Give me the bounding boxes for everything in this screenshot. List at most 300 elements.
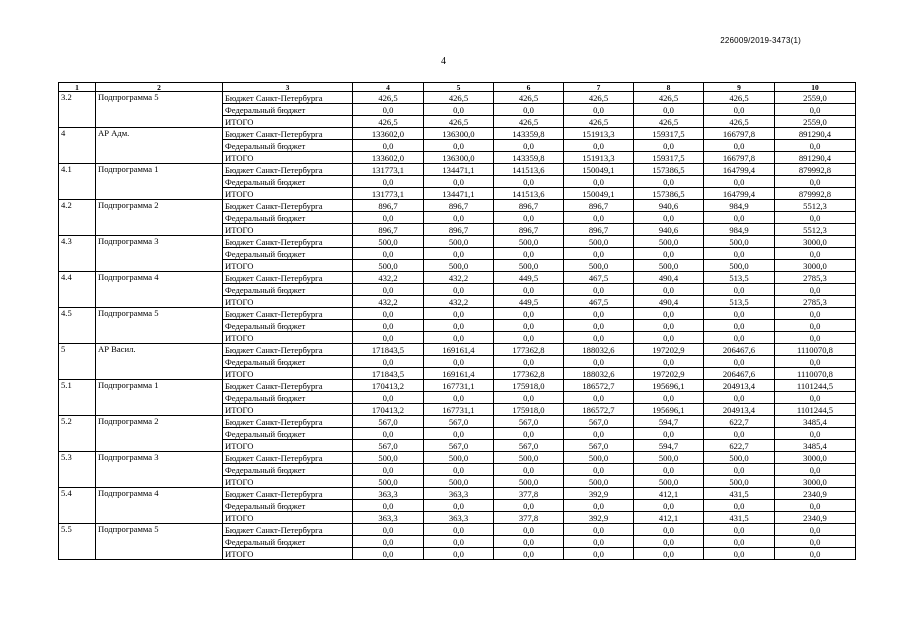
- value-cell: 500,0: [704, 236, 775, 248]
- table-row: [59, 236, 856, 248]
- value-cell: 426,5: [704, 92, 775, 104]
- value-cell: 500,0: [494, 452, 564, 464]
- value-cell: 0,0: [353, 308, 424, 320]
- value-cell: 133602,0: [353, 128, 424, 140]
- funding-source: ИТОГО: [223, 332, 353, 344]
- value-cell: 431,5: [704, 488, 775, 500]
- funding-source: Бюджет Санкт-Петербурга: [223, 488, 353, 500]
- value-cell: 166797,8: [704, 128, 775, 140]
- value-cell: 167731,1: [424, 404, 494, 416]
- total-cell: 0,0: [775, 548, 856, 560]
- table-row: [59, 344, 856, 356]
- value-cell: 0,0: [494, 212, 564, 224]
- funding-source: ИТОГО: [223, 476, 353, 488]
- value-cell: 377,8: [494, 488, 564, 500]
- item-name: Подпрограмма 1: [96, 380, 223, 416]
- total-cell: 1110070,8: [775, 344, 856, 356]
- value-cell: 0,0: [564, 428, 634, 440]
- value-cell: 500,0: [634, 260, 704, 272]
- total-cell: 3000,0: [775, 260, 856, 272]
- value-cell: 0,0: [564, 500, 634, 512]
- value-cell: 426,5: [564, 92, 634, 104]
- total-cell: 3000,0: [775, 236, 856, 248]
- value-cell: 896,7: [353, 224, 424, 236]
- value-cell: 164799,4: [704, 164, 775, 176]
- value-cell: 896,7: [424, 200, 494, 212]
- item-code: 5.4: [59, 488, 96, 524]
- value-cell: 0,0: [424, 176, 494, 188]
- value-cell: 186572,7: [564, 380, 634, 392]
- value-cell: 0,0: [494, 356, 564, 368]
- value-cell: 0,0: [564, 140, 634, 152]
- value-cell: 0,0: [353, 392, 424, 404]
- item-name: Подпрограмма 4: [96, 488, 223, 524]
- total-cell: 2559,0: [775, 116, 856, 128]
- total-cell: 2559,0: [775, 92, 856, 104]
- value-cell: 0,0: [494, 332, 564, 344]
- value-cell: 159317,5: [634, 128, 704, 140]
- funding-source: ИТОГО: [223, 440, 353, 452]
- value-cell: 363,3: [424, 488, 494, 500]
- value-cell: 0,0: [424, 356, 494, 368]
- funding-source: Бюджет Санкт-Петербурга: [223, 272, 353, 284]
- value-cell: 513,5: [704, 272, 775, 284]
- value-cell: 426,5: [424, 116, 494, 128]
- value-cell: 170413,2: [353, 404, 424, 416]
- document-code: 226009/2019-3473(1): [720, 36, 801, 45]
- value-cell: 500,0: [353, 452, 424, 464]
- item-name: Подпрограмма 2: [96, 416, 223, 452]
- value-cell: 500,0: [564, 236, 634, 248]
- item-code: 4.3: [59, 236, 96, 272]
- value-cell: 567,0: [353, 440, 424, 452]
- header-cell: 3: [223, 83, 353, 92]
- funding-source: Федеральный бюджет: [223, 356, 353, 368]
- value-cell: 896,7: [353, 200, 424, 212]
- value-cell: 0,0: [704, 356, 775, 368]
- value-cell: 0,0: [494, 548, 564, 560]
- value-cell: 0,0: [353, 320, 424, 332]
- value-cell: 490,4: [634, 296, 704, 308]
- value-cell: 500,0: [353, 236, 424, 248]
- value-cell: 363,3: [424, 512, 494, 524]
- total-cell: 2785,3: [775, 272, 856, 284]
- value-cell: 0,0: [424, 524, 494, 536]
- item-code: 5.2: [59, 416, 96, 452]
- value-cell: 0,0: [353, 524, 424, 536]
- total-cell: 2785,3: [775, 296, 856, 308]
- funding-source: ИТОГО: [223, 260, 353, 272]
- value-cell: 169161,4: [424, 368, 494, 380]
- table-row: [59, 380, 856, 392]
- funding-source: ИТОГО: [223, 152, 353, 164]
- value-cell: 0,0: [353, 332, 424, 344]
- value-cell: 426,5: [494, 116, 564, 128]
- value-cell: 186572,7: [564, 404, 634, 416]
- value-cell: 432,2: [353, 272, 424, 284]
- value-cell: 363,3: [353, 488, 424, 500]
- value-cell: 0,0: [564, 176, 634, 188]
- item-code: 4.1: [59, 164, 96, 200]
- total-cell: 0,0: [775, 308, 856, 320]
- header-cell: 5: [424, 83, 494, 92]
- value-cell: 392,9: [564, 488, 634, 500]
- value-cell: 0,0: [564, 392, 634, 404]
- value-cell: 0,0: [564, 308, 634, 320]
- value-cell: 195696,1: [634, 380, 704, 392]
- value-cell: 197202,9: [634, 368, 704, 380]
- value-cell: 426,5: [494, 92, 564, 104]
- value-cell: 133602,0: [353, 152, 424, 164]
- value-cell: 500,0: [704, 476, 775, 488]
- value-cell: 896,7: [564, 224, 634, 236]
- value-cell: 0,0: [494, 248, 564, 260]
- item-name: АР Адм.: [96, 128, 223, 164]
- value-cell: 412,1: [634, 488, 704, 500]
- funding-source: ИТОГО: [223, 116, 353, 128]
- value-cell: 157386,5: [634, 188, 704, 200]
- value-cell: 0,0: [494, 464, 564, 476]
- item-code: 5.3: [59, 452, 96, 488]
- total-cell: 5512,3: [775, 200, 856, 212]
- value-cell: 131773,1: [353, 188, 424, 200]
- value-cell: 500,0: [424, 260, 494, 272]
- value-cell: 0,0: [424, 284, 494, 296]
- value-cell: 0,0: [704, 428, 775, 440]
- value-cell: 0,0: [634, 548, 704, 560]
- value-cell: 0,0: [494, 428, 564, 440]
- total-cell: 2340,9: [775, 488, 856, 500]
- total-cell: 0,0: [775, 536, 856, 548]
- value-cell: 0,0: [634, 524, 704, 536]
- total-cell: 0,0: [775, 104, 856, 116]
- value-cell: 0,0: [634, 428, 704, 440]
- value-cell: 0,0: [424, 464, 494, 476]
- funding-source: ИТОГО: [223, 188, 353, 200]
- value-cell: 0,0: [704, 524, 775, 536]
- total-cell: 0,0: [775, 284, 856, 296]
- funding-source: ИТОГО: [223, 512, 353, 524]
- value-cell: 197202,9: [634, 344, 704, 356]
- table-row: [59, 272, 856, 284]
- value-cell: 0,0: [564, 212, 634, 224]
- value-cell: 500,0: [353, 476, 424, 488]
- funding-source: Федеральный бюджет: [223, 284, 353, 296]
- funding-source: Бюджет Санкт-Петербурга: [223, 380, 353, 392]
- value-cell: 0,0: [424, 248, 494, 260]
- value-cell: 150049,1: [564, 164, 634, 176]
- value-cell: 0,0: [704, 308, 775, 320]
- value-cell: 0,0: [634, 104, 704, 116]
- value-cell: 159317,5: [634, 152, 704, 164]
- value-cell: 0,0: [353, 464, 424, 476]
- total-cell: 2340,9: [775, 512, 856, 524]
- table-row: [59, 452, 856, 464]
- table-row: [59, 128, 856, 140]
- item-name: Подпрограмма 1: [96, 164, 223, 200]
- value-cell: 171843,5: [353, 344, 424, 356]
- value-cell: 175918,0: [494, 404, 564, 416]
- funding-source: ИТОГО: [223, 368, 353, 380]
- value-cell: 0,0: [353, 548, 424, 560]
- value-cell: 500,0: [634, 236, 704, 248]
- value-cell: 0,0: [424, 428, 494, 440]
- total-cell: 0,0: [775, 500, 856, 512]
- value-cell: 0,0: [494, 104, 564, 116]
- value-cell: 0,0: [424, 212, 494, 224]
- value-cell: 157386,5: [634, 164, 704, 176]
- total-cell: 3485,4: [775, 440, 856, 452]
- value-cell: 151913,3: [564, 128, 634, 140]
- value-cell: 500,0: [704, 452, 775, 464]
- item-name: Подпрограмма 4: [96, 272, 223, 308]
- item-code: 3.2: [59, 92, 96, 128]
- value-cell: 594,7: [634, 440, 704, 452]
- value-cell: 0,0: [634, 176, 704, 188]
- value-cell: 896,7: [424, 224, 494, 236]
- value-cell: 0,0: [353, 140, 424, 152]
- page-number: 4: [441, 56, 446, 67]
- value-cell: 567,0: [564, 440, 634, 452]
- value-cell: 0,0: [424, 500, 494, 512]
- table-row: [59, 416, 856, 428]
- value-cell: 0,0: [704, 248, 775, 260]
- item-code: 4.4: [59, 272, 96, 308]
- header-cell: 7: [564, 83, 634, 92]
- value-cell: 0,0: [564, 284, 634, 296]
- total-cell: 0,0: [775, 392, 856, 404]
- value-cell: 167731,1: [424, 380, 494, 392]
- funding-source: ИТОГО: [223, 404, 353, 416]
- value-cell: 0,0: [704, 536, 775, 548]
- funding-source: ИТОГО: [223, 224, 353, 236]
- total-cell: 891290,4: [775, 128, 856, 140]
- value-cell: 0,0: [564, 536, 634, 548]
- value-cell: 0,0: [424, 308, 494, 320]
- value-cell: 0,0: [634, 212, 704, 224]
- value-cell: 567,0: [424, 440, 494, 452]
- value-cell: 188032,6: [564, 368, 634, 380]
- item-name: Подпрограмма 5: [96, 524, 223, 560]
- value-cell: 0,0: [704, 284, 775, 296]
- value-cell: 0,0: [564, 464, 634, 476]
- value-cell: 500,0: [564, 476, 634, 488]
- item-code: 5.5: [59, 524, 96, 560]
- funding-source: Федеральный бюджет: [223, 428, 353, 440]
- value-cell: 169161,4: [424, 344, 494, 356]
- item-name: Подпрограмма 3: [96, 236, 223, 272]
- value-cell: 567,0: [494, 416, 564, 428]
- value-cell: 0,0: [704, 332, 775, 344]
- value-cell: 426,5: [353, 92, 424, 104]
- value-cell: 0,0: [634, 320, 704, 332]
- value-cell: 177362,8: [494, 344, 564, 356]
- table-row: [59, 488, 856, 500]
- table-body: [59, 92, 856, 560]
- item-code: 5: [59, 344, 96, 380]
- value-cell: 0,0: [494, 524, 564, 536]
- funding-source: Бюджет Санкт-Петербурга: [223, 452, 353, 464]
- total-cell: 0,0: [775, 464, 856, 476]
- header-cell: 6: [494, 83, 564, 92]
- value-cell: 500,0: [494, 260, 564, 272]
- value-cell: 0,0: [494, 320, 564, 332]
- value-cell: 143359,8: [494, 128, 564, 140]
- value-cell: 136300,0: [424, 152, 494, 164]
- funding-source: Бюджет Санкт-Петербурга: [223, 416, 353, 428]
- value-cell: 500,0: [424, 476, 494, 488]
- funding-source: Бюджет Санкт-Петербурга: [223, 200, 353, 212]
- value-cell: 170413,2: [353, 380, 424, 392]
- value-cell: 0,0: [704, 320, 775, 332]
- value-cell: 567,0: [564, 416, 634, 428]
- value-cell: 500,0: [634, 452, 704, 464]
- funding-source: Бюджет Санкт-Петербурга: [223, 128, 353, 140]
- header-cell: 1: [59, 83, 96, 92]
- value-cell: 622,7: [704, 416, 775, 428]
- value-cell: 0,0: [494, 284, 564, 296]
- item-code: 4.5: [59, 308, 96, 344]
- value-cell: 134471,1: [424, 164, 494, 176]
- value-cell: 432,2: [353, 296, 424, 308]
- value-cell: 0,0: [353, 536, 424, 548]
- total-cell: 0,0: [775, 176, 856, 188]
- funding-source: Бюджет Санкт-Петербурга: [223, 164, 353, 176]
- value-cell: 0,0: [634, 248, 704, 260]
- value-cell: 500,0: [494, 476, 564, 488]
- funding-source: Бюджет Санкт-Петербурга: [223, 92, 353, 104]
- funding-source: Федеральный бюджет: [223, 536, 353, 548]
- value-cell: 0,0: [494, 140, 564, 152]
- value-cell: 143359,8: [494, 152, 564, 164]
- item-name: Подпрограмма 2: [96, 200, 223, 236]
- total-cell: 0,0: [775, 332, 856, 344]
- value-cell: 0,0: [353, 428, 424, 440]
- value-cell: 426,5: [424, 92, 494, 104]
- item-code: 5.1: [59, 380, 96, 416]
- funding-source: Федеральный бюджет: [223, 176, 353, 188]
- value-cell: 0,0: [704, 500, 775, 512]
- funding-source: ИТОГО: [223, 296, 353, 308]
- item-name: Подпрограмма 5: [96, 308, 223, 344]
- item-code: 4: [59, 128, 96, 164]
- total-cell: 0,0: [775, 320, 856, 332]
- value-cell: 0,0: [564, 548, 634, 560]
- value-cell: 177362,8: [494, 368, 564, 380]
- funding-source: Бюджет Санкт-Петербурга: [223, 308, 353, 320]
- value-cell: 412,1: [634, 512, 704, 524]
- budget-table: [58, 82, 856, 560]
- funding-source: Федеральный бюджет: [223, 248, 353, 260]
- value-cell: 151913,3: [564, 152, 634, 164]
- value-cell: 0,0: [704, 548, 775, 560]
- funding-source: Федеральный бюджет: [223, 392, 353, 404]
- value-cell: 0,0: [424, 548, 494, 560]
- table-row: [59, 308, 856, 320]
- value-cell: 0,0: [704, 104, 775, 116]
- value-cell: 0,0: [424, 392, 494, 404]
- total-cell: 1101244,5: [775, 404, 856, 416]
- value-cell: 426,5: [634, 92, 704, 104]
- header-cell: 4: [353, 83, 424, 92]
- value-cell: 164799,4: [704, 188, 775, 200]
- value-cell: 0,0: [353, 212, 424, 224]
- header-cell: 8: [634, 83, 704, 92]
- value-cell: 0,0: [564, 356, 634, 368]
- value-cell: 426,5: [634, 116, 704, 128]
- total-cell: 0,0: [775, 248, 856, 260]
- total-cell: 1110070,8: [775, 368, 856, 380]
- value-cell: 567,0: [424, 416, 494, 428]
- value-cell: 0,0: [494, 500, 564, 512]
- value-cell: 0,0: [494, 392, 564, 404]
- table-row: [59, 200, 856, 212]
- value-cell: 0,0: [424, 140, 494, 152]
- value-cell: 0,0: [634, 464, 704, 476]
- value-cell: 0,0: [353, 104, 424, 116]
- funding-source: Федеральный бюджет: [223, 140, 353, 152]
- value-cell: 0,0: [704, 464, 775, 476]
- value-cell: 500,0: [564, 260, 634, 272]
- total-cell: 3000,0: [775, 476, 856, 488]
- value-cell: 467,5: [564, 296, 634, 308]
- header-row: [59, 83, 856, 92]
- value-cell: 567,0: [353, 416, 424, 428]
- value-cell: 0,0: [704, 392, 775, 404]
- total-cell: 3000,0: [775, 452, 856, 464]
- value-cell: 432,2: [424, 296, 494, 308]
- total-cell: 879992,8: [775, 188, 856, 200]
- value-cell: 426,5: [353, 116, 424, 128]
- header-cell: 9: [704, 83, 775, 92]
- value-cell: 426,5: [704, 116, 775, 128]
- table-row: [59, 164, 856, 176]
- item-name: Подпрограмма 5: [96, 92, 223, 128]
- value-cell: 131773,1: [353, 164, 424, 176]
- total-cell: 0,0: [775, 140, 856, 152]
- value-cell: 0,0: [564, 524, 634, 536]
- value-cell: 136300,0: [424, 128, 494, 140]
- table-row: [59, 92, 856, 104]
- funding-source: Федеральный бюджет: [223, 500, 353, 512]
- value-cell: 0,0: [564, 104, 634, 116]
- value-cell: 0,0: [704, 212, 775, 224]
- value-cell: 0,0: [494, 176, 564, 188]
- value-cell: 188032,6: [564, 344, 634, 356]
- item-name: Подпрограмма 3: [96, 452, 223, 488]
- value-cell: 426,5: [564, 116, 634, 128]
- value-cell: 0,0: [704, 176, 775, 188]
- value-cell: 500,0: [704, 260, 775, 272]
- value-cell: 0,0: [353, 356, 424, 368]
- value-cell: 0,0: [424, 104, 494, 116]
- total-cell: 0,0: [775, 524, 856, 536]
- value-cell: 206467,6: [704, 368, 775, 380]
- value-cell: 500,0: [353, 260, 424, 272]
- value-cell: 500,0: [494, 236, 564, 248]
- value-cell: 0,0: [634, 356, 704, 368]
- value-cell: 195696,1: [634, 404, 704, 416]
- value-cell: 896,7: [564, 200, 634, 212]
- total-cell: 5512,3: [775, 224, 856, 236]
- value-cell: 0,0: [634, 284, 704, 296]
- item-code: 4.2: [59, 200, 96, 236]
- value-cell: 204913,4: [704, 380, 775, 392]
- item-name: АР Васил.: [96, 344, 223, 380]
- total-cell: 3485,4: [775, 416, 856, 428]
- funding-source: Бюджет Санкт-Петербурга: [223, 524, 353, 536]
- funding-source: Федеральный бюджет: [223, 104, 353, 116]
